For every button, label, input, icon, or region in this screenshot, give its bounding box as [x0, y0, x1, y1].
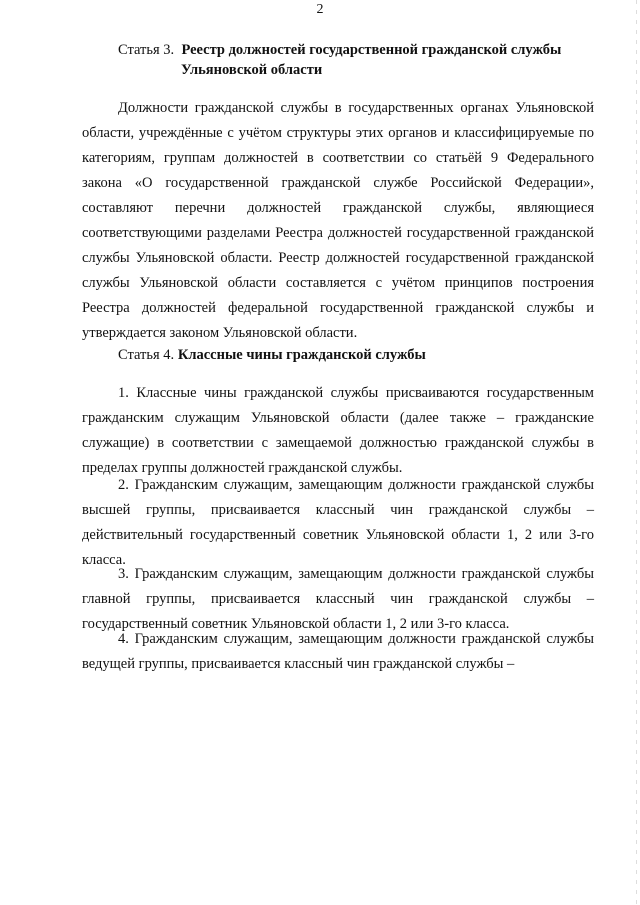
article-3-label: Статья 3.: [118, 42, 175, 58]
article-4-label: Статья 4.: [118, 347, 175, 363]
page-number: 2: [316, 2, 324, 17]
article-4-paragraph-4: 4. Гражданским служащим, замещающим должности гражданской службы ведущей группы, присваивается классный чин гражданской службы –: [82, 631, 594, 672]
article-3-heading: [118, 40, 598, 80]
article-4-title: Классные чины гражданской службы: [177, 347, 426, 363]
article-3-title: Реестр должностей государственной гражданской службы: [181, 42, 562, 58]
scan-edge-artifact: [636, 0, 637, 905]
article-4-heading: [118, 345, 598, 365]
article-4-paragraph-3: 3. Гражданским служащим, замещающим должности гражданской службы главной группы, присваивается классный чин гражданской службы – государственный советник Ульяновской области 1, 2 или 3-го класса.: [82, 566, 594, 632]
article-3-paragraph: Должности гражданской службы в государственных органах Ульяновской области, учреждённые с учётом структуры этих органов и классифицируемые по категориям, группам должностей в соответствии со статьёй 9 Федерального закона «О государственной гражданской службе Российской Федерации», составляют перечни должностей гражданской службы, являющиеся соответствующими разделами Реестра должностей государственной гражданской службы Ульяновской области. Реестр должностей государственной гражданской службы Ульяновской области составляется с учётом принципов построения Реестра должностей федеральной государственной гражданской службы и утверждается законом Ульяновской области.: [82, 100, 594, 341]
article-4-paragraph-2: 2. Гражданским служащим, замещающим должности гражданской службы высшей группы, присваивается классный чин гражданской службы – действительный государственный советник Ульяновской области 1, 2 или 3-го класса.: [82, 477, 594, 568]
article-4-paragraph-1: 1. Классные чины гражданской службы присваиваются государственным гражданским служащим Ульяновской области (далее также – гражданские служащие) в соответствии с замещаемой должностью гражданской службы в пределах группы должностей гражданской службы.: [82, 385, 594, 476]
article-3-title-continued: Ульяновской области: [181, 62, 323, 78]
